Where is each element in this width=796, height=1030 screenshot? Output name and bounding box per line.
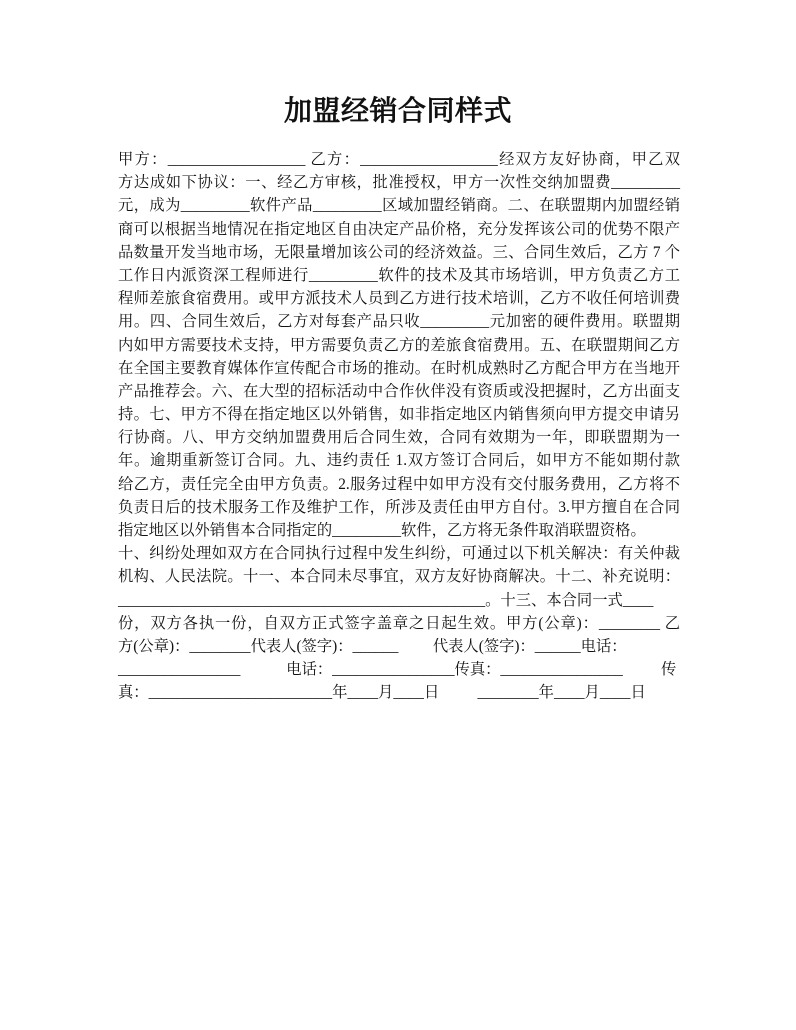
contract-text-line: 元，成为_________软件产品_________区域加盟经销商。二、在联盟期内加盟经销 xyxy=(118,197,680,215)
contract-text-line: ________________ 电话：________________传真：________________ 传 xyxy=(118,661,677,679)
contract-text-line: 方(公章)：________代表人(签字)：______ 代表人(签字)：______电话： xyxy=(118,637,627,655)
contract-text-line: 甲方：__________________ 乙方：__________________经双方友好协商，甲乙双 xyxy=(118,151,680,168)
contract-text-line: 工作日内派资深工程师进行_________软件的技术及其市场培训，甲方负责乙方工 xyxy=(118,266,680,284)
contract-text-line: 真：________________________年____月____日 ________年____月____日 xyxy=(118,684,646,702)
contract-text-line: 持。七、甲方不得在指定地区以外销售，如非指定地区内销售须向甲方提交申请另 xyxy=(118,406,680,424)
contract-text-line: 份，双方各执一份，自双方正式签字盖章之日起生效。甲方(公章)：________ 乙 xyxy=(118,614,680,632)
contract-text-line: 方达成如下协议：一、经乙方审核，批准授权，甲方一次性交纳加盟费_________ xyxy=(118,174,680,192)
contract-text-line: 产品推荐会。六、在大型的招标活动中合作伙伴没有资质或没把握时，乙方出面支 xyxy=(118,382,680,400)
contract-text-line: 年。逾期重新签订合同。九、违约责任 1.双方签订合同后，如甲方不能如期付款 xyxy=(118,452,680,470)
contract-text-line: ________________________________________________。十三、本合同一式____ xyxy=(118,591,654,609)
contract-text-line: 机构、人民法院。十一、本合同未尽事宜，双方友好协商解决。十二、补充说明： xyxy=(118,568,680,586)
contract-text-line: 用。四、合同生效后，乙方对每套产品只收_________元加密的硬件费用。联盟期 xyxy=(118,313,680,331)
contract-text-line: 指定地区以外销售本合同指定的_________软件，乙方将无条件取消联盟资格。 xyxy=(118,522,646,539)
document-title: 加盟经销合同样式 xyxy=(283,96,512,127)
contract-text-line: 程师差旅食宿费用。或甲方派技术人员到乙方进行技术培训，乙方不收任何培训费 xyxy=(118,290,680,308)
contract-text-line: 商可以根据当地情况在指定地区自由决定产品价格，充分发挥该公司的优势不限产 xyxy=(118,220,680,238)
contract-text-line: 负责日后的技术服务工作及维护工作，所涉及责任由甲方自付。3.甲方擅自在合同 xyxy=(118,498,680,516)
contract-text-line: 行协商。八、甲方交纳加盟费用后合同生效，合同有效期为一年，即联盟期为一 xyxy=(118,429,680,447)
contract-text-line: 给乙方，责任完全由甲方负责。2.服务过程中如甲方没有交付服务费用，乙方将不 xyxy=(118,475,680,493)
contract-text-line: 十、纠纷处理如双方在合同执行过程中发生纠纷，可通过以下机关解决：有关仲裁 xyxy=(118,545,680,563)
contract-text-line: 在全国主要教育媒体作宣传配合市场的推动。在时机成熟时乙方配合甲方在当地开 xyxy=(118,359,680,377)
contract-body xyxy=(118,148,680,705)
contract-text-line: 品数量开发当地市场，无限量增加该公司的经济效益。三、合同生效后，乙方 7 个 xyxy=(118,243,680,261)
contract-text-line: 内如甲方需要技术支持，甲方需要负责乙方的差旅食宿费用。五、在联盟期间乙方 xyxy=(118,336,680,354)
